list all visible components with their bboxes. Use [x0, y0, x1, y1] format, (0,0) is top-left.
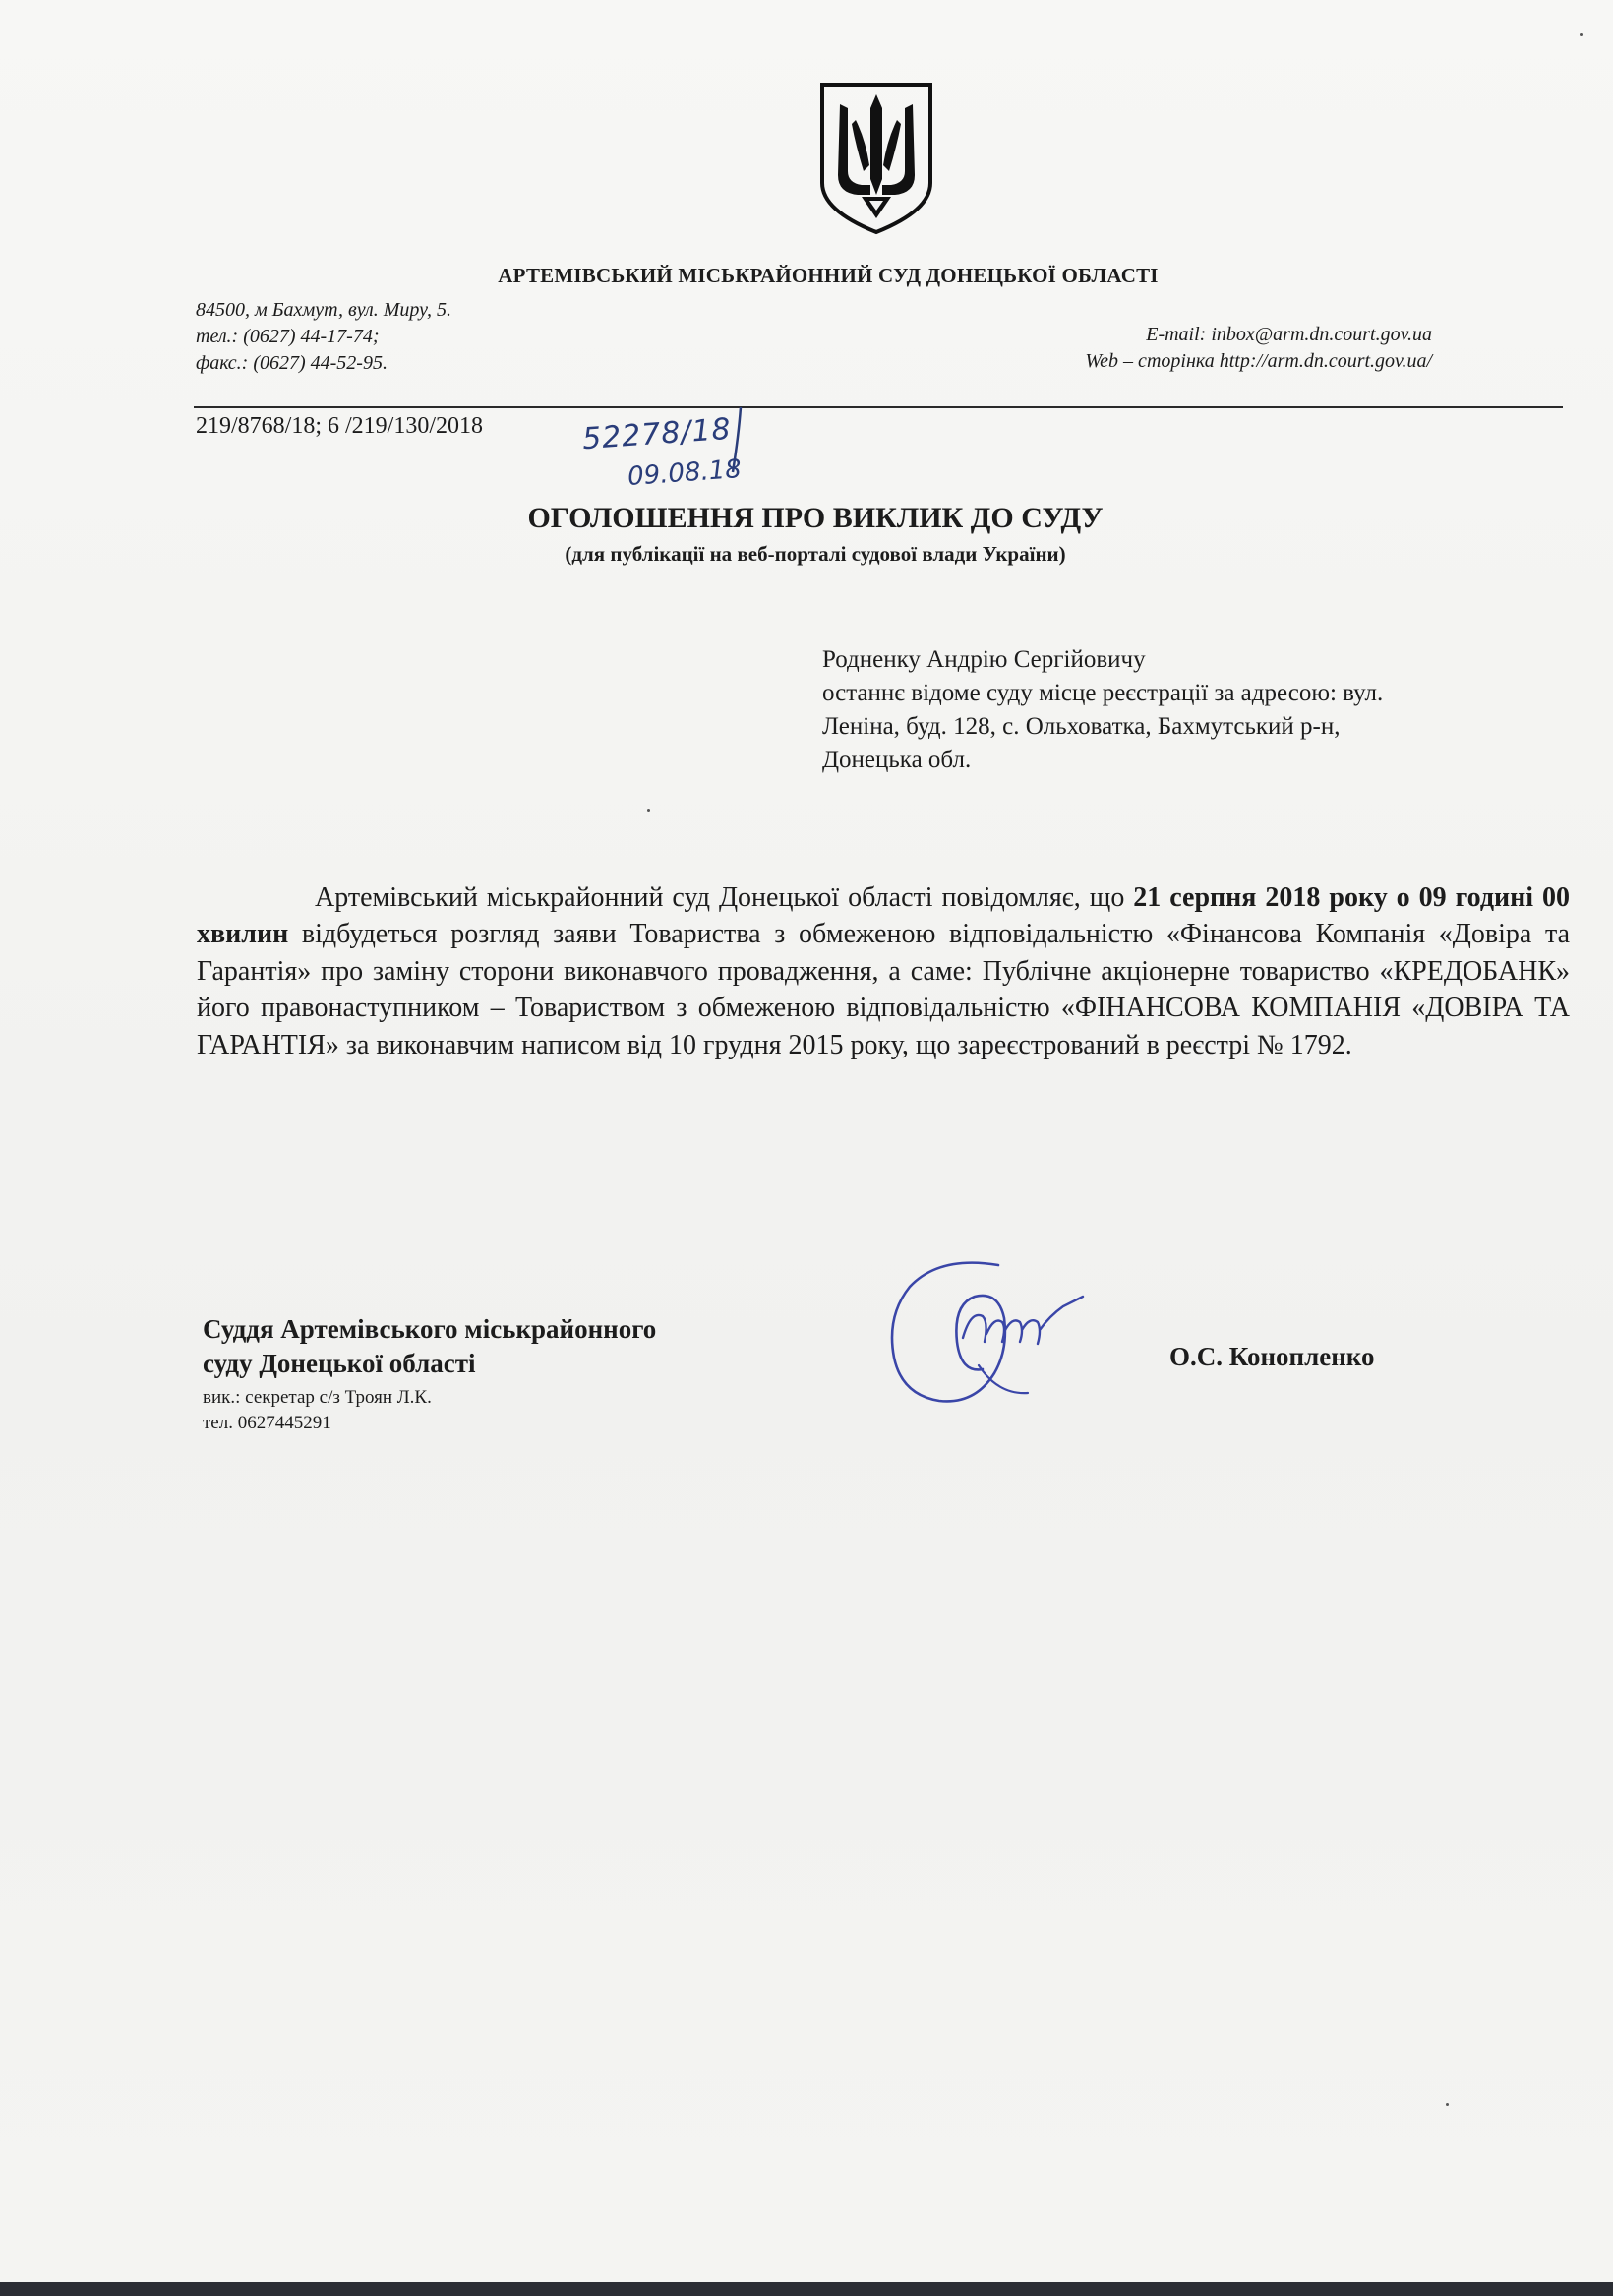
handwritten-signature [880, 1247, 1087, 1415]
judge-title-line: суду Донецької області [203, 1349, 476, 1378]
handwritten-stroke [723, 405, 752, 474]
hearing-datetime: 21 серпня 2018 року о 09 годині 00 хвилин [197, 882, 1570, 950]
judge-title-line: Суддя Артемівського міськрайонного [203, 1314, 657, 1344]
court-phone: тел.: (0627) 44-17-74; [196, 326, 380, 347]
header-divider [194, 406, 1563, 408]
notice-body-paragraph [197, 879, 1570, 1063]
judge-name: О.С. Конопленко [1169, 1342, 1375, 1371]
executor-info [203, 1385, 432, 1436]
judge-title [203, 1312, 656, 1381]
addressee-address-line: Донецька обл. [822, 747, 972, 773]
court-online-contacts [1085, 322, 1432, 375]
secretary-name: вик.: секретар с/з Троян Л.К. [203, 1387, 432, 1408]
court-website: Web – сторінка http://arm.dn.court.gov.ua/ [1085, 350, 1432, 372]
addressee-block [822, 643, 1530, 777]
court-email: E-mail: inbox@arm.dn.court.gov.ua [1146, 324, 1432, 345]
handwritten-incoming-date: 09.08.18 [627, 453, 743, 493]
document-subtitle: (для публікації на веб-порталі судової влади України) [565, 542, 1066, 566]
paper-speck [1446, 2103, 1449, 2106]
coat-of-arms-emblem [818, 81, 934, 236]
document-title: ОГОЛОШЕННЯ ПРО ВИКЛИК ДО СУДУ [527, 502, 1104, 534]
court-fax: факс.: (0627) 44-52-95. [196, 352, 388, 374]
paper-speck [1580, 33, 1583, 36]
handwritten-incoming-number: 52278/18 [580, 411, 733, 457]
notice-text: Артемівський міськрайонний суд Донецької області повідомляє, що [315, 882, 1134, 913]
addressee-address-line: останнє відоме суду місце реєстрації за адресою: вул. [822, 680, 1384, 706]
court-address: 84500, м Бахмут, вул. Миру, 5. [196, 299, 452, 321]
court-contact-block [196, 297, 451, 377]
secretary-phone: тел. 0627445291 [203, 1413, 331, 1433]
notice-text: відбудеться розгляд заяви Товариства з обмеженою відповідальністю «Фінансова Компанія «Довіра та Гарантія» про заміну сторони виконавчого провадження, а саме: Публічне акціонерне товариство «КРЕДОБАНК» його правонаступником – Товариством з обмеженою відповідальністю «ФІНАНСОВА КОМПАНІЯ «ДОВІРА ТА ГАРАНТІЯ» за виконавчим написом від 10 грудня 2015 року, що зареєстрований в реєстрі № 1792. [197, 919, 1570, 1060]
addressee-name: Родненку Андрію Сергійовичу [822, 646, 1146, 673]
scan-bottom-edge [0, 2282, 1613, 2296]
case-number: 219/8768/18; 6 /219/130/2018 [196, 413, 484, 439]
addressee-address-line: Леніна, буд. 128, с. Ольховатка, Бахмутський р-н, [822, 713, 1341, 740]
court-name-heading: АРТЕМІВСЬКИЙ МІСЬКРАЙОННИЙ СУД ДОНЕЦЬКОЇ ОБЛАСТІ [498, 264, 1159, 287]
paper-speck [647, 809, 650, 812]
